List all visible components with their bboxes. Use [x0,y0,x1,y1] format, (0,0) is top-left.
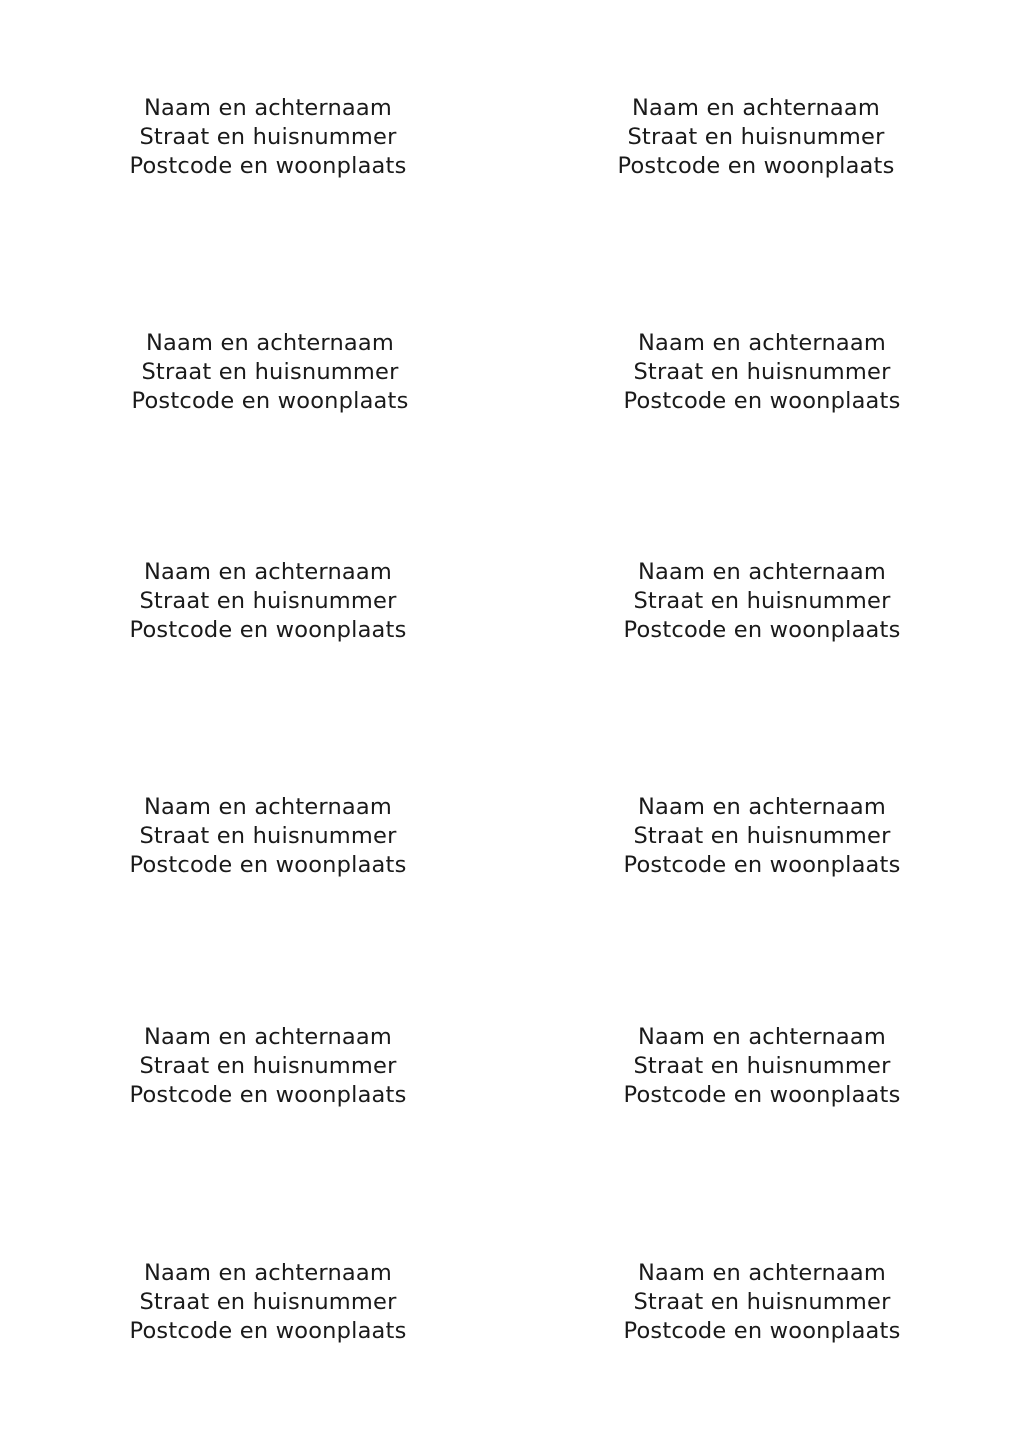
label-city: Postcode en woonplaats [129,852,407,878]
label-city: Postcode en woonplaats [617,153,895,179]
label-street: Straat en huisnummer [139,823,397,849]
label-city: Postcode en woonplaats [623,1082,901,1108]
address-label [572,1259,952,1346]
address-label [572,329,952,416]
address-label [78,793,458,880]
label-street: Straat en huisnummer [141,359,399,385]
label-name: Naam en achternaam [637,559,887,585]
label-name: Naam en achternaam [637,794,887,820]
label-city: Postcode en woonplaats [129,617,407,643]
label-name: Naam en achternaam [637,1024,887,1050]
label-city: Postcode en woonplaats [129,153,407,179]
address-label [572,793,952,880]
label-name: Naam en achternaam [143,95,393,121]
label-street: Straat en huisnummer [633,588,891,614]
label-street: Straat en huisnummer [139,1053,397,1079]
address-label [80,329,460,416]
label-city: Postcode en woonplaats [623,388,901,414]
address-label [572,1023,952,1110]
label-street: Straat en huisnummer [633,359,891,385]
address-label [566,94,946,181]
address-label [78,1259,458,1346]
label-name: Naam en achternaam [143,1260,393,1286]
label-name: Naam en achternaam [143,794,393,820]
label-name: Naam en achternaam [631,95,881,121]
label-name: Naam en achternaam [637,330,887,356]
label-city: Postcode en woonplaats [129,1318,407,1344]
label-city: Postcode en woonplaats [129,1082,407,1108]
label-street: Straat en huisnummer [633,1053,891,1079]
label-street: Straat en huisnummer [633,823,891,849]
label-city: Postcode en woonplaats [623,617,901,643]
label-name: Naam en achternaam [143,1024,393,1050]
label-name: Naam en achternaam [143,559,393,585]
label-street: Straat en huisnummer [139,588,397,614]
address-label [572,558,952,645]
label-street: Straat en huisnummer [627,124,885,150]
label-city: Postcode en woonplaats [131,388,409,414]
label-street: Straat en huisnummer [633,1289,891,1315]
label-name: Naam en achternaam [637,1260,887,1286]
label-street: Straat en huisnummer [139,124,397,150]
address-label [78,558,458,645]
address-label [78,1023,458,1110]
label-city: Postcode en woonplaats [623,852,901,878]
label-street: Straat en huisnummer [139,1289,397,1315]
address-label [78,94,458,181]
label-name: Naam en achternaam [145,330,395,356]
label-city: Postcode en woonplaats [623,1318,901,1344]
